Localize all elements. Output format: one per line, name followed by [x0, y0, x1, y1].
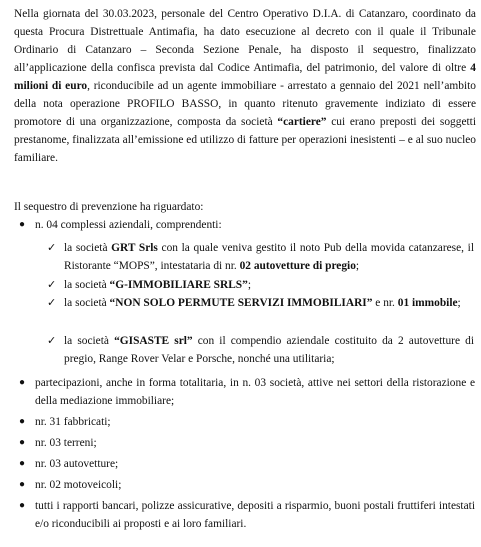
- intro-text-2: , riconducibile ad un agente immobiliare - arrestato a gennaio del 2021 nell’ambito della nota operazione PROFILO BASSO, in quanto ritenuto gravemente indiziato di essere promotore di una organizzazione, composta da società: [14, 80, 476, 128]
- sub-list-item-text: [64, 239, 474, 275]
- company-name: “NON SOLO PERMUTE SERVIZI IMMOBILIARI”: [109, 297, 373, 309]
- text-part: la società: [64, 297, 110, 309]
- text-part: ;: [247, 279, 252, 291]
- company-name: “G-IMMOBILIARE SRLS”: [109, 279, 248, 291]
- list-item-text: tutti i rapporti bancari, polizze assicurative, depositi a risparmio, buoni postali fruttiferi intestati e/o riconducibili ai proposti e ai loro familiari.: [35, 500, 475, 530]
- asset-bold: 01 immobile: [397, 297, 458, 309]
- sub-list-item-text: [64, 276, 474, 294]
- text-part: la società: [64, 335, 115, 347]
- section-heading: Il sequestro di prevenzione ha riguardato:: [14, 201, 204, 213]
- checkmark-icon: ✓: [47, 242, 57, 254]
- intro-text-3: cui erano preposti dei soggetti prestanome, finalizzata all’emissione ed utilizzo di fatture per operazioni inesistenti – e al suo nucleo familiare.: [14, 116, 476, 164]
- intro-bold-value: 4 milioni di euro: [14, 62, 476, 92]
- intro-text-1: Nella giornata del 30.03.2023, personale del Centro Operativo D.I.A. di Catanzaro, coordinato da questa Procura Distrettuale Antimafia, ha dato esecuzione al decreto con il quale il Tribunale Ordinario di Catanzaro – Seconda Sezione Penale, ha disposto il sequestro, finalizzato all’applicazione della confisca prevista dal Codice Antimafia, del patrimonio, del valore di oltre: [14, 8, 476, 74]
- checkmark-icon: ✓: [47, 297, 57, 309]
- text-part: ;: [457, 297, 461, 309]
- intro-paragraph: [14, 5, 476, 167]
- text-part: la società: [64, 242, 112, 254]
- bullet-icon: ●: [19, 437, 26, 448]
- text-part: ;: [355, 260, 360, 272]
- checkmark-icon: ✓: [47, 335, 57, 347]
- bullet-icon: ●: [19, 479, 26, 490]
- list-item-text: nr. 02 motoveicoli;: [35, 479, 122, 491]
- bullet-icon: ●: [19, 219, 26, 230]
- asset-bold: 02 autovetture di pregio: [239, 260, 356, 272]
- text-part: la società: [64, 279, 110, 291]
- text-part: e nr.: [372, 297, 398, 309]
- list-item-text: n. 04 complessi aziendali, comprendenti:: [35, 219, 222, 231]
- list-item-text: nr. 31 fabbricati;: [35, 416, 111, 428]
- list-item-text: nr. 03 terreni;: [35, 437, 97, 449]
- bullet-icon: ●: [19, 377, 26, 388]
- sub-list-item-text: [64, 294, 474, 312]
- checkmark-icon: ✓: [47, 279, 57, 291]
- text-part: con il compendio aziendale costituito da 2 autovetture di pregio, Range Rover Velar e Porsche, nonché una utilitaria;: [64, 335, 474, 365]
- company-name: GRT Srls: [111, 242, 158, 254]
- list-item-text: nr. 03 autovetture;: [35, 458, 119, 470]
- bullet-icon: ●: [19, 500, 26, 511]
- bullet-icon: ●: [19, 416, 26, 427]
- list-item-text: partecipazioni, anche in forma totalitaria, in n. 03 società, attive nei settori della ristorazione e della mediazione immobiliare;: [35, 377, 475, 407]
- intro-bold-cartiere: “cartiere”: [277, 116, 327, 128]
- text-part: con la quale veniva gestito il noto Pub della movida catanzarese, il Ristorante “MOPS”, intestataria di nr.: [64, 242, 474, 272]
- bullet-icon: ●: [19, 458, 26, 469]
- sub-list-item-text: [64, 332, 474, 368]
- company-name: “GISASTE srl”: [114, 335, 193, 347]
